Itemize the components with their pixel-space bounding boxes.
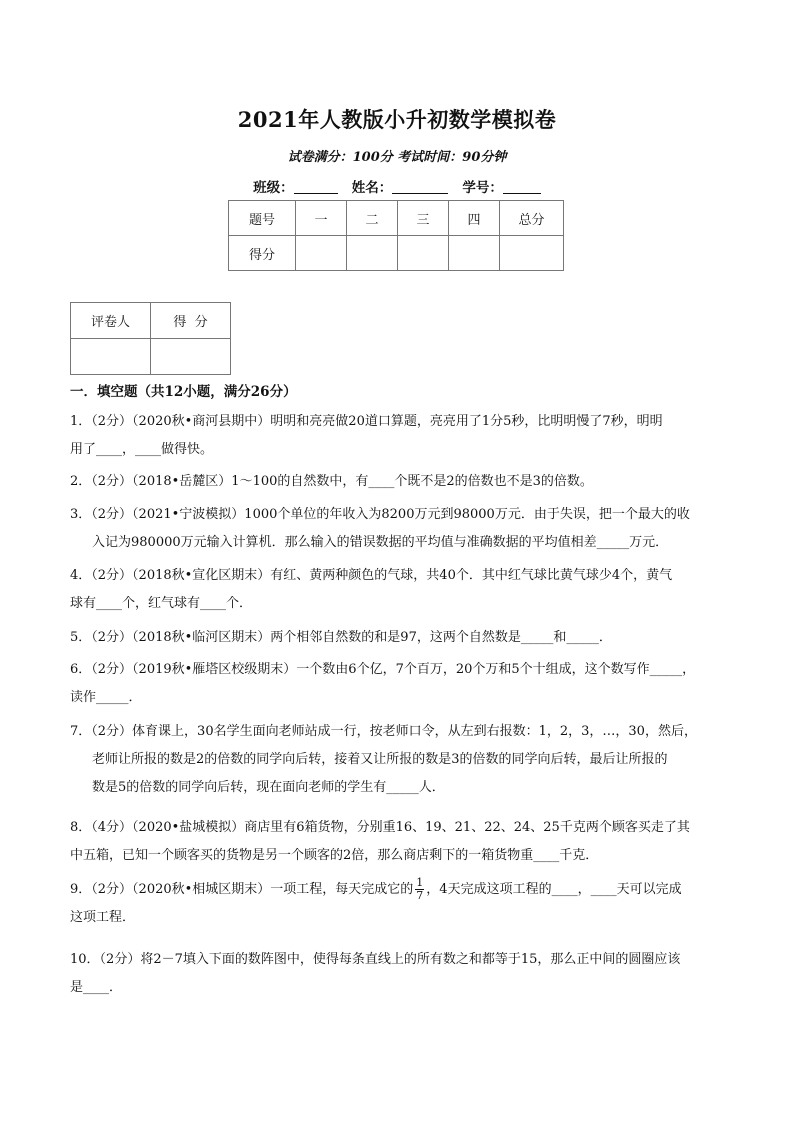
score-row-label: 得分: [229, 236, 296, 271]
question-5: [70, 624, 730, 652]
question-line: 5．（2分）（2018秋•临河区期末）两个相邻自然数的和是97，这两个自然数是_____和_____．: [70, 630, 612, 645]
fraction-numerator: 1: [416, 876, 424, 889]
grader-header-row: [71, 303, 231, 339]
question-line: 4．（2分）（2018秋•宣化区期末）有红、黄两种颜色的气球，共40个．其中红气球比黄气球少4个，黄气: [70, 568, 673, 583]
score-cell: [296, 236, 347, 271]
score-header-cell: 二: [347, 201, 398, 236]
grader-value-row: [71, 339, 231, 375]
question-6: [70, 656, 730, 712]
question-line: 老师让所报的数是2的倍数的同学向后转，接着又让所报的数是3的倍数的同学向后转，最后让所报的: [92, 752, 668, 767]
question-line: 球有____个，红气球有____个．: [70, 596, 253, 611]
section-title: 一．填空题（共12小题，满分26分）: [70, 384, 297, 400]
question-10: [70, 946, 730, 1002]
question-line: 是____．: [70, 980, 123, 995]
score-table: [228, 200, 564, 271]
question-8: [70, 814, 730, 870]
question-line: 数是5的倍数的同学向后转，现在面向老师的学生有_____人．: [92, 780, 445, 795]
score-cell: [500, 236, 564, 271]
question-line: 读作_____．: [70, 690, 142, 705]
id-blank: [503, 179, 541, 194]
question-line: [70, 876, 730, 904]
fraction-denominator: 7: [416, 889, 424, 902]
exam-title: 2021年人教版小升初数学模拟卷: [237, 107, 557, 132]
name-label: 姓名：: [351, 180, 393, 196]
question-4: [70, 562, 730, 618]
class-label: 班级：: [253, 180, 294, 196]
id-label: 学号：: [462, 180, 503, 196]
question-line: 10．（2分）将2－7填入下面的数阵图中，使得每条直线上的所有数之和都等于15，那么正中间的圆圈应该: [70, 952, 681, 967]
score-header-row: [229, 201, 564, 236]
question-line: 7．（2分）体育课上，30名学生面向老师站成一行，按老师口令，从左到右报数：1，2，3，…，30，然后，: [70, 724, 697, 739]
question-line: 入记为980000万元输入计算机．那么输入的错误数据的平均值与准确数据的平均值相差_____万元．: [92, 535, 669, 550]
score-cell: [449, 236, 500, 271]
score-header-cell: 题号: [229, 201, 296, 236]
score-header-cell: 四: [449, 201, 500, 236]
question-line: 用了____，____做得快。: [70, 442, 214, 457]
grader-header-cell: 得 分: [151, 303, 231, 339]
question-line: 1．（2分）（2020秋•商河县期中）明明和亮亮做20道口算题，亮亮用了1分5秒，比明明慢了7秒，明明: [70, 414, 663, 429]
score-header-cell: 一: [296, 201, 347, 236]
score-value-row: [229, 236, 564, 271]
question-line: 8．（4分）（2020•盐城模拟）商店里有6箱货物，分别重16、19、21、22、24、25千克两个顾客买走了其: [70, 820, 690, 835]
score-cell: [347, 236, 398, 271]
question-1: [70, 408, 730, 464]
question-9: [70, 876, 730, 932]
question-line: 2．（2分）（2018•岳麓区）1～100的自然数中，有____个既不是2的倍数也不是3的倍数。: [70, 474, 593, 489]
question-text: ，4天完成这项工程的____，____天可以完成: [426, 882, 682, 897]
question-line: 3．（2分）（2021•宁波模拟）1000个单位的年收入为8200万元到98000万元．由于失误，把一个最大的收: [70, 507, 690, 522]
grader-header-cell: 评卷人: [71, 303, 151, 339]
class-blank: [294, 179, 338, 194]
grader-table: [70, 302, 231, 375]
fraction: [415, 877, 424, 902]
score-header-cell: 三: [398, 201, 449, 236]
name-blank: [392, 179, 448, 194]
grader-cell: [151, 339, 231, 375]
question-3: [70, 501, 730, 557]
question-line: 中五箱，已知一个顾客买的货物是另一个顾客的2倍，那么商店剩下的一箱货物重____千克．: [70, 848, 599, 863]
question-line: 6．（2分）（2019秋•雁塔区校级期末）一个数由6个亿，7个百万，20个万和5个十组成，这个数写作_____，: [70, 662, 696, 677]
question-7: [70, 718, 730, 802]
question-line: 这项工程．: [70, 910, 136, 925]
exam-subtitle: 试卷满分：100分 考试时间：90分钟: [287, 150, 507, 165]
grader-cell: [71, 339, 151, 375]
question-text: 9．（2分）（2020秋•相城区期末）一项工程，每天完成它的: [70, 882, 414, 897]
score-header-cell: 总分: [500, 201, 564, 236]
score-cell: [398, 236, 449, 271]
question-2: [70, 468, 730, 496]
student-info-line: [0, 176, 794, 196]
